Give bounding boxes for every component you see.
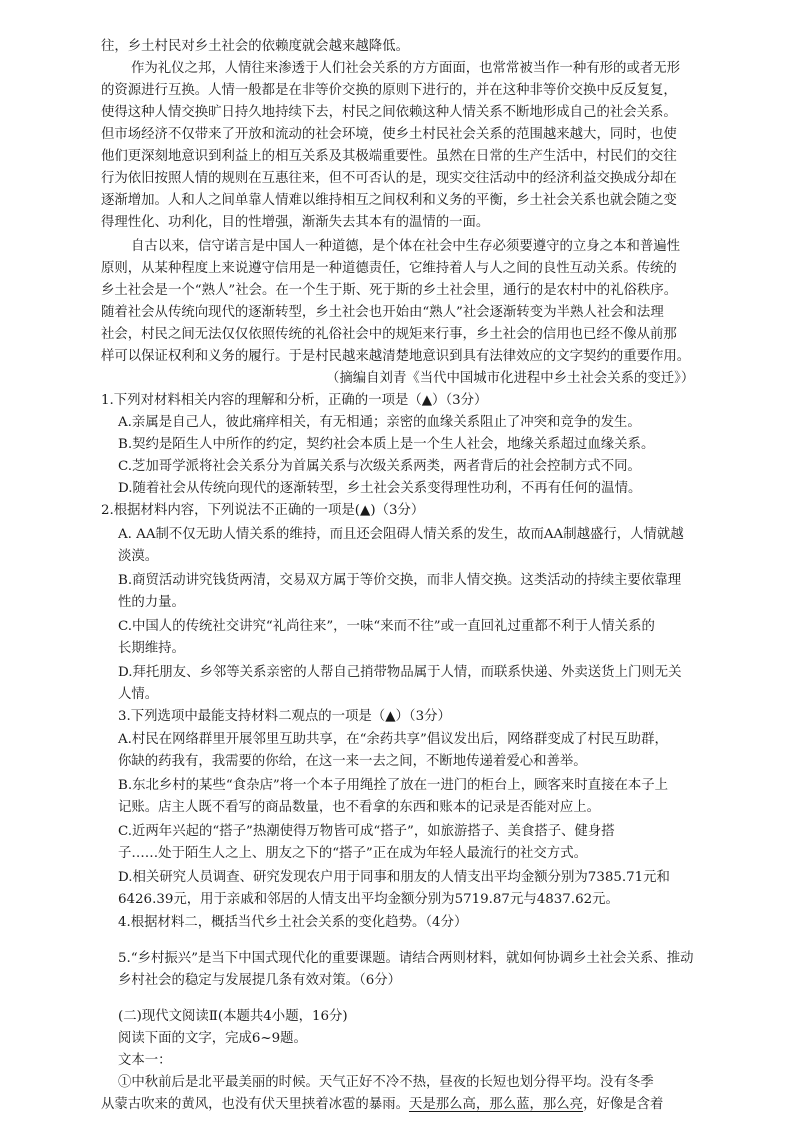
paragraph-text: ，好像是含着 — [583, 1097, 664, 1112]
answer-option-continued: 长期维持。 — [118, 641, 185, 656]
answer-option: B.商贸活动讲究钱货两清，交易双方属于等价交换，而非人情交换。这类活动的持续主要依靠理 — [118, 573, 682, 588]
answer-option-continued: 你缺的药我有，我需要的你给，在这一来一去之间，不断地传递着爱心和善举。 — [118, 754, 587, 769]
paragraph-line: 使得这种人情交换旷日持久地持续下去，村民之间依赖这种人情关系不断地形成自己的社会关系。 — [101, 105, 677, 120]
paragraph-line — [101, 1094, 663, 1116]
answer-option: A.村民在网络群里开展邻里互助共享，在“余药共享”倡议发出后，网络群变成了村民互助群， — [118, 732, 668, 747]
answer-option-continued: 性的力量。 — [118, 595, 185, 610]
answer-option: C.近两年兴起的“搭子”热潮使得万物皆可成“搭子”，如旅游搭子、美食搭子、健身搭 — [118, 824, 615, 839]
question-stem: 3.下列选项中最能支持材料二观点的一项是（▲）（3分） — [118, 709, 451, 724]
paragraph-line: 作为礼仪之邦，人情往来渗透于人们社会关系的方方面面，也常常被当作一种有形的或者无形 — [131, 61, 681, 76]
paragraph-line: 往，乡土村民对乡土社会的依赖度就会越来越降低。 — [101, 39, 409, 54]
question-stem-continued: 乡村社会的稳定与发展提几条有效对策。（6分） — [118, 973, 402, 988]
paragraph-line: 自古以来，信守诺言是中国人一种道德，是个体在社会中生存必须要遵守的立身之本和普遍性 — [131, 239, 681, 254]
question-stem: 1.下列对材料相关内容的理解和分析，正确的一项是（▲）（3分） — [101, 393, 488, 408]
answer-option: A. AA制不仅无助人情关系的维持，而且还会阻碍人情关系的发生，故而AA制越盛行，人情就越 — [118, 527, 684, 542]
answer-option: C.中国人的传统社交讲究“礼尚往来”，一味“来而不往”或一直回礼过重都不利于人情关系的 — [118, 619, 655, 634]
section-instruction: 阅读下面的文字，完成6~9题。 — [118, 1031, 307, 1046]
answer-option-continued: 人情。 — [118, 687, 159, 702]
answer-option: C.芝加哥学派将社会关系分为首属关系与次级关系两类，两者背后的社会控制方式不同。 — [118, 459, 641, 474]
answer-option-continued: 记账。店主人既不看写的商品数量，也不看拿的东西和账本的记录是否能对应上。 — [118, 800, 601, 815]
paragraph-line: 逐渐增加。人和人之间单靠人情难以维持相互之间权利和义务的平衡，乡土社会关系也就会随之变 — [101, 193, 677, 208]
paragraph-text: 从蒙古吹来的黄风，也没有伏天里挟着冰雹的暴雨。 — [101, 1097, 409, 1112]
answer-option: D.拜托朋友、乡邻等关系亲密的人帮自己捎带物品属于人情，而联系快递、外卖送货上门则无关 — [118, 665, 682, 680]
question-stem: 2.根据材料内容，下列说法不正确的一项是(▲)（3分） — [101, 503, 425, 518]
answer-option: B.东北乡村的某些“食杂店”将一个本子用绳拴了放在一进门的柜台上，顾客来时直接在本子上 — [118, 778, 669, 793]
answer-option: D.相关研究人员调查、研究发现农户用于同事和朋友的人情支出平均金额分别为7385.71元和 — [118, 870, 670, 885]
section-title: (二)现代文阅读Ⅱ(本题共4小题，16分) — [118, 1009, 348, 1024]
paragraph-line: 乡土社会是一个“熟人”社会。在一个生于斯、死于斯的乡土社会里，通行的是农村中的礼俗秩序。 — [101, 283, 678, 298]
answer-option-continued: 淡漠。 — [118, 549, 159, 564]
paragraph-line: 社会，村民之间无法仅仅依照传统的礼俗社会中的规矩来行事，乡土社会的信用也已经不像从前那 — [101, 327, 677, 342]
answer-option: B.契约是陌生人中所作的约定，契约社会本质上是一个生人社会，地缘关系超过血缘关系。 — [118, 437, 655, 452]
underlined-phrase: 天是那么高，那么蓝，那么亮 — [408, 1097, 584, 1112]
paragraph-line: 得理性化、功利化，目的性增强，渐渐失去其本有的温情的一面。 — [101, 215, 490, 230]
answer-option: D.随着社会从传统向现代的逐渐转型，乡土社会关系变得理性功利，不再有任何的温情。 — [118, 481, 642, 496]
paragraph-line: 随着社会从传统向现代的逐渐转型，乡土社会也开始由“熟人”社会逐渐转变为半熟人社会和法理 — [101, 305, 664, 320]
question-stem: 4.根据材料二，概括当代乡土社会关系的变化趋势。（4分） — [118, 915, 468, 930]
paragraph-line: 行为依旧按照人情的规则在互惠往来，但不可否认的是，现实交往活动中的经济利益交换成分却在 — [101, 171, 677, 186]
question-stem: 5.“乡村振兴”是当下中国式现代化的重要课题。请结合两则材料，就如何协调乡土社会关系、推动 — [118, 951, 694, 966]
text-label: 文本一： — [118, 1053, 172, 1068]
paragraph-line: 的资源进行互换。人情一般都是在非等价交换的原则下进行的，并在这种非等价交换中反反复复， — [101, 83, 677, 98]
paragraph-line: 原则，从某种程度上来说遵守信用是一种道德责任，它维持着人与人之间的良性互动关系。传统的 — [101, 261, 677, 276]
answer-option-continued: 子……处于陌生人之上、朋友之下的“搭子”正在成为年轻人最流行的社交方式。 — [118, 846, 587, 861]
paragraph-line: ①中秋前后是北平最美丽的时候。天气正好不冷不热，昼夜的长短也划分得平均。没有冬季 — [118, 1075, 654, 1090]
paragraph-line: 他们更深刻地意识到利益上的相互关系及其极端重要性。虽然在日常的生产生活中，村民们的交往 — [101, 149, 677, 164]
paragraph-line: 但市场经济不仅带来了开放和流动的社会环境，使乡土村民社会关系的范围越来越大，同时，也使 — [101, 127, 677, 142]
answer-option: A.亲属是自己人，彼此痛痒相关，有无相通；亲密的血缘关系阻止了冲突和竞争的发生。 — [118, 415, 641, 430]
source-citation: （摘编自刘青《当代中国城市化进程中乡土社会关系的变迁》） — [326, 371, 695, 386]
paragraph-line: 样可以保证权利和义务的履行。于是村民越来越清楚地意识到具有法律效应的文字契约的重要作用。 — [101, 349, 691, 364]
answer-option-continued: 6426.39元，用于亲戚和邻居的人情支出平均金额分别为5719.87元与4837.62元。 — [118, 892, 619, 907]
